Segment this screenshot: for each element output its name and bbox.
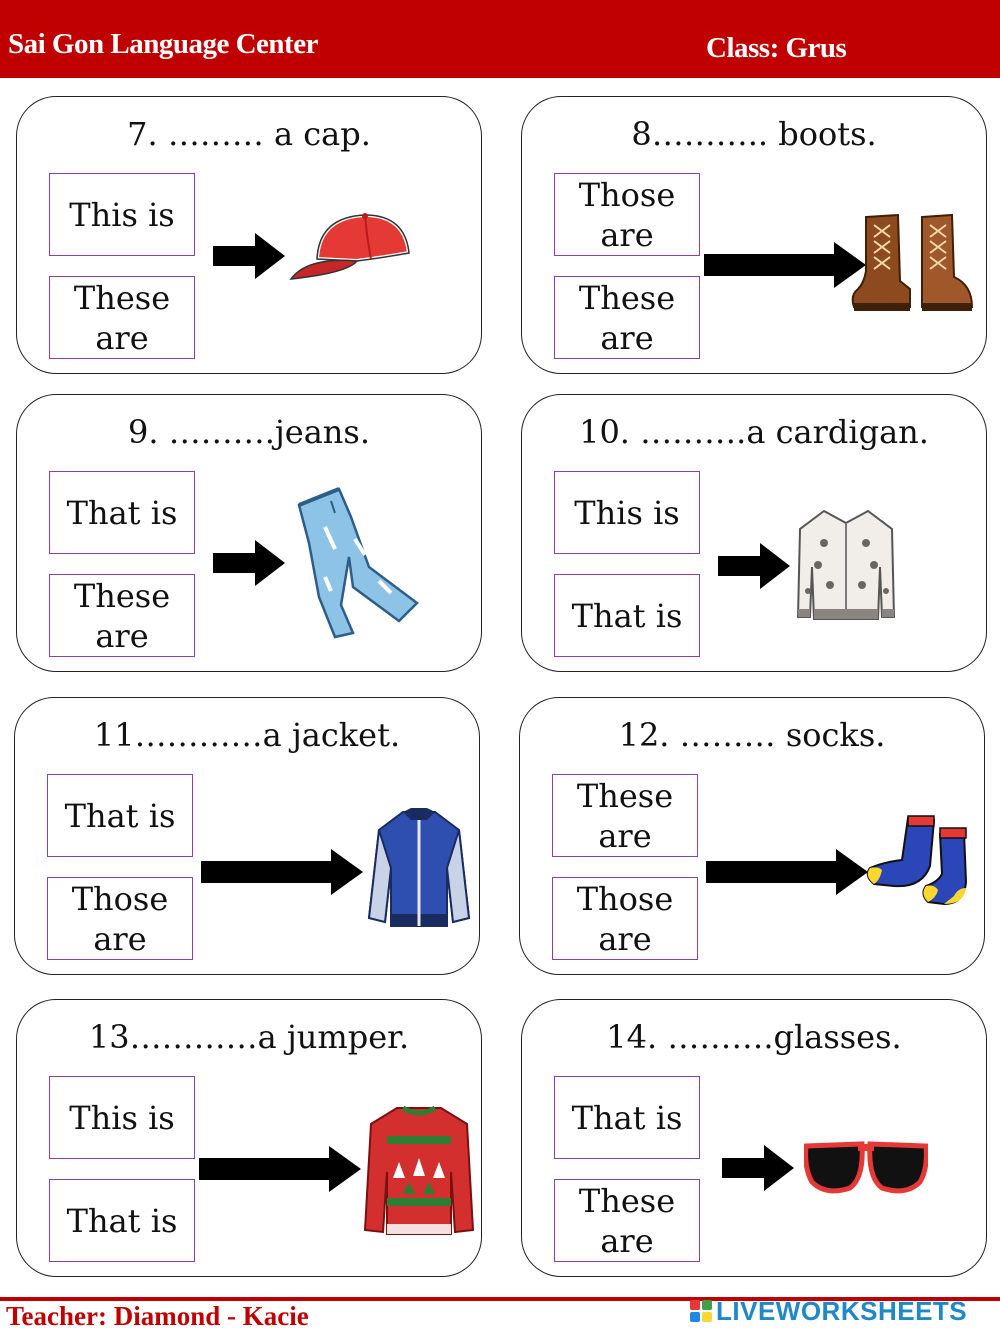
answer-option[interactable] <box>49 1076 195 1159</box>
question-card-13 <box>16 999 482 1277</box>
answer-option[interactable] <box>554 276 700 359</box>
arrow-icon <box>213 233 285 279</box>
question-card-10 <box>521 394 987 672</box>
answer-option[interactable] <box>554 574 700 657</box>
question-prompt: 13…………a jumper. <box>88 1018 410 1056</box>
question-card-9 <box>16 394 482 672</box>
question-prompt: 10. ……….a cardigan. <box>579 413 929 451</box>
option-label: These are <box>578 278 676 357</box>
sunglasses-icon <box>804 1138 928 1198</box>
option-label: Those are <box>576 879 674 958</box>
answer-option[interactable] <box>47 877 193 960</box>
cap-icon <box>287 209 415 287</box>
arrow-icon <box>722 1145 794 1191</box>
arrow-icon <box>704 242 866 288</box>
socks-icon <box>864 814 980 910</box>
option-label: These are <box>73 576 171 655</box>
answer-option[interactable] <box>47 774 193 857</box>
question-prompt: 9. ……….jeans. <box>127 413 370 451</box>
answer-option[interactable] <box>554 173 700 256</box>
option-label: That is <box>64 796 176 835</box>
option-label: That is <box>571 596 683 635</box>
option-label: These are <box>576 776 674 855</box>
question-prompt: 11…………a jacket. <box>93 716 401 754</box>
answer-option[interactable] <box>49 574 195 657</box>
answer-option[interactable] <box>49 173 195 256</box>
question-card-8 <box>521 96 987 374</box>
jumper-icon <box>363 1102 475 1238</box>
question-prompt: 14. ……….glasses. <box>606 1018 902 1056</box>
arrow-icon <box>706 849 868 895</box>
answer-option[interactable] <box>552 877 698 960</box>
question-card-12 <box>519 697 985 975</box>
question-prompt: 8……….. boots. <box>631 115 877 153</box>
arrow-icon <box>718 543 790 589</box>
option-label: Those are <box>71 879 169 958</box>
option-label: That is <box>571 1098 683 1137</box>
question-card-11 <box>14 697 480 975</box>
arrow-icon <box>201 849 363 895</box>
arrow-icon <box>199 1146 361 1192</box>
option-label: This is <box>574 493 680 532</box>
option-label: That is <box>66 493 178 532</box>
class-name: Class: Grus <box>706 32 847 64</box>
answer-option[interactable] <box>552 774 698 857</box>
page-header <box>0 0 1000 78</box>
option-label: Those are <box>578 175 676 254</box>
jeans-icon <box>295 487 425 639</box>
question-prompt: 7. ……… a cap. <box>127 115 371 153</box>
brand-logo <box>690 1296 967 1326</box>
answer-option[interactable] <box>49 1179 195 1262</box>
question-card-14 <box>521 999 987 1277</box>
option-label: These are <box>578 1181 676 1260</box>
option-label: This is <box>69 195 175 234</box>
answer-option[interactable] <box>554 1179 700 1262</box>
teacher-name: Teacher: Diamond - Kacie <box>6 1301 309 1331</box>
option-label: These are <box>73 278 171 357</box>
brand-name: LIVEWORKSHEETS <box>716 1295 968 1326</box>
arrow-icon <box>213 540 285 586</box>
question-card-7 <box>16 96 482 374</box>
liveworksheets-logo-icon <box>690 1300 712 1322</box>
question-prompt: 12. ……… socks. <box>618 716 886 754</box>
school-name: Sai Gon Language Center <box>8 28 318 60</box>
boots-icon <box>848 211 976 315</box>
answer-option[interactable] <box>49 276 195 359</box>
answer-option[interactable] <box>554 1076 700 1159</box>
answer-option[interactable] <box>554 471 700 554</box>
option-label: That is <box>66 1201 178 1240</box>
option-label: This is <box>69 1098 175 1137</box>
cardigan-icon <box>794 507 898 623</box>
answer-option[interactable] <box>49 471 195 554</box>
jacket-icon <box>367 808 471 932</box>
